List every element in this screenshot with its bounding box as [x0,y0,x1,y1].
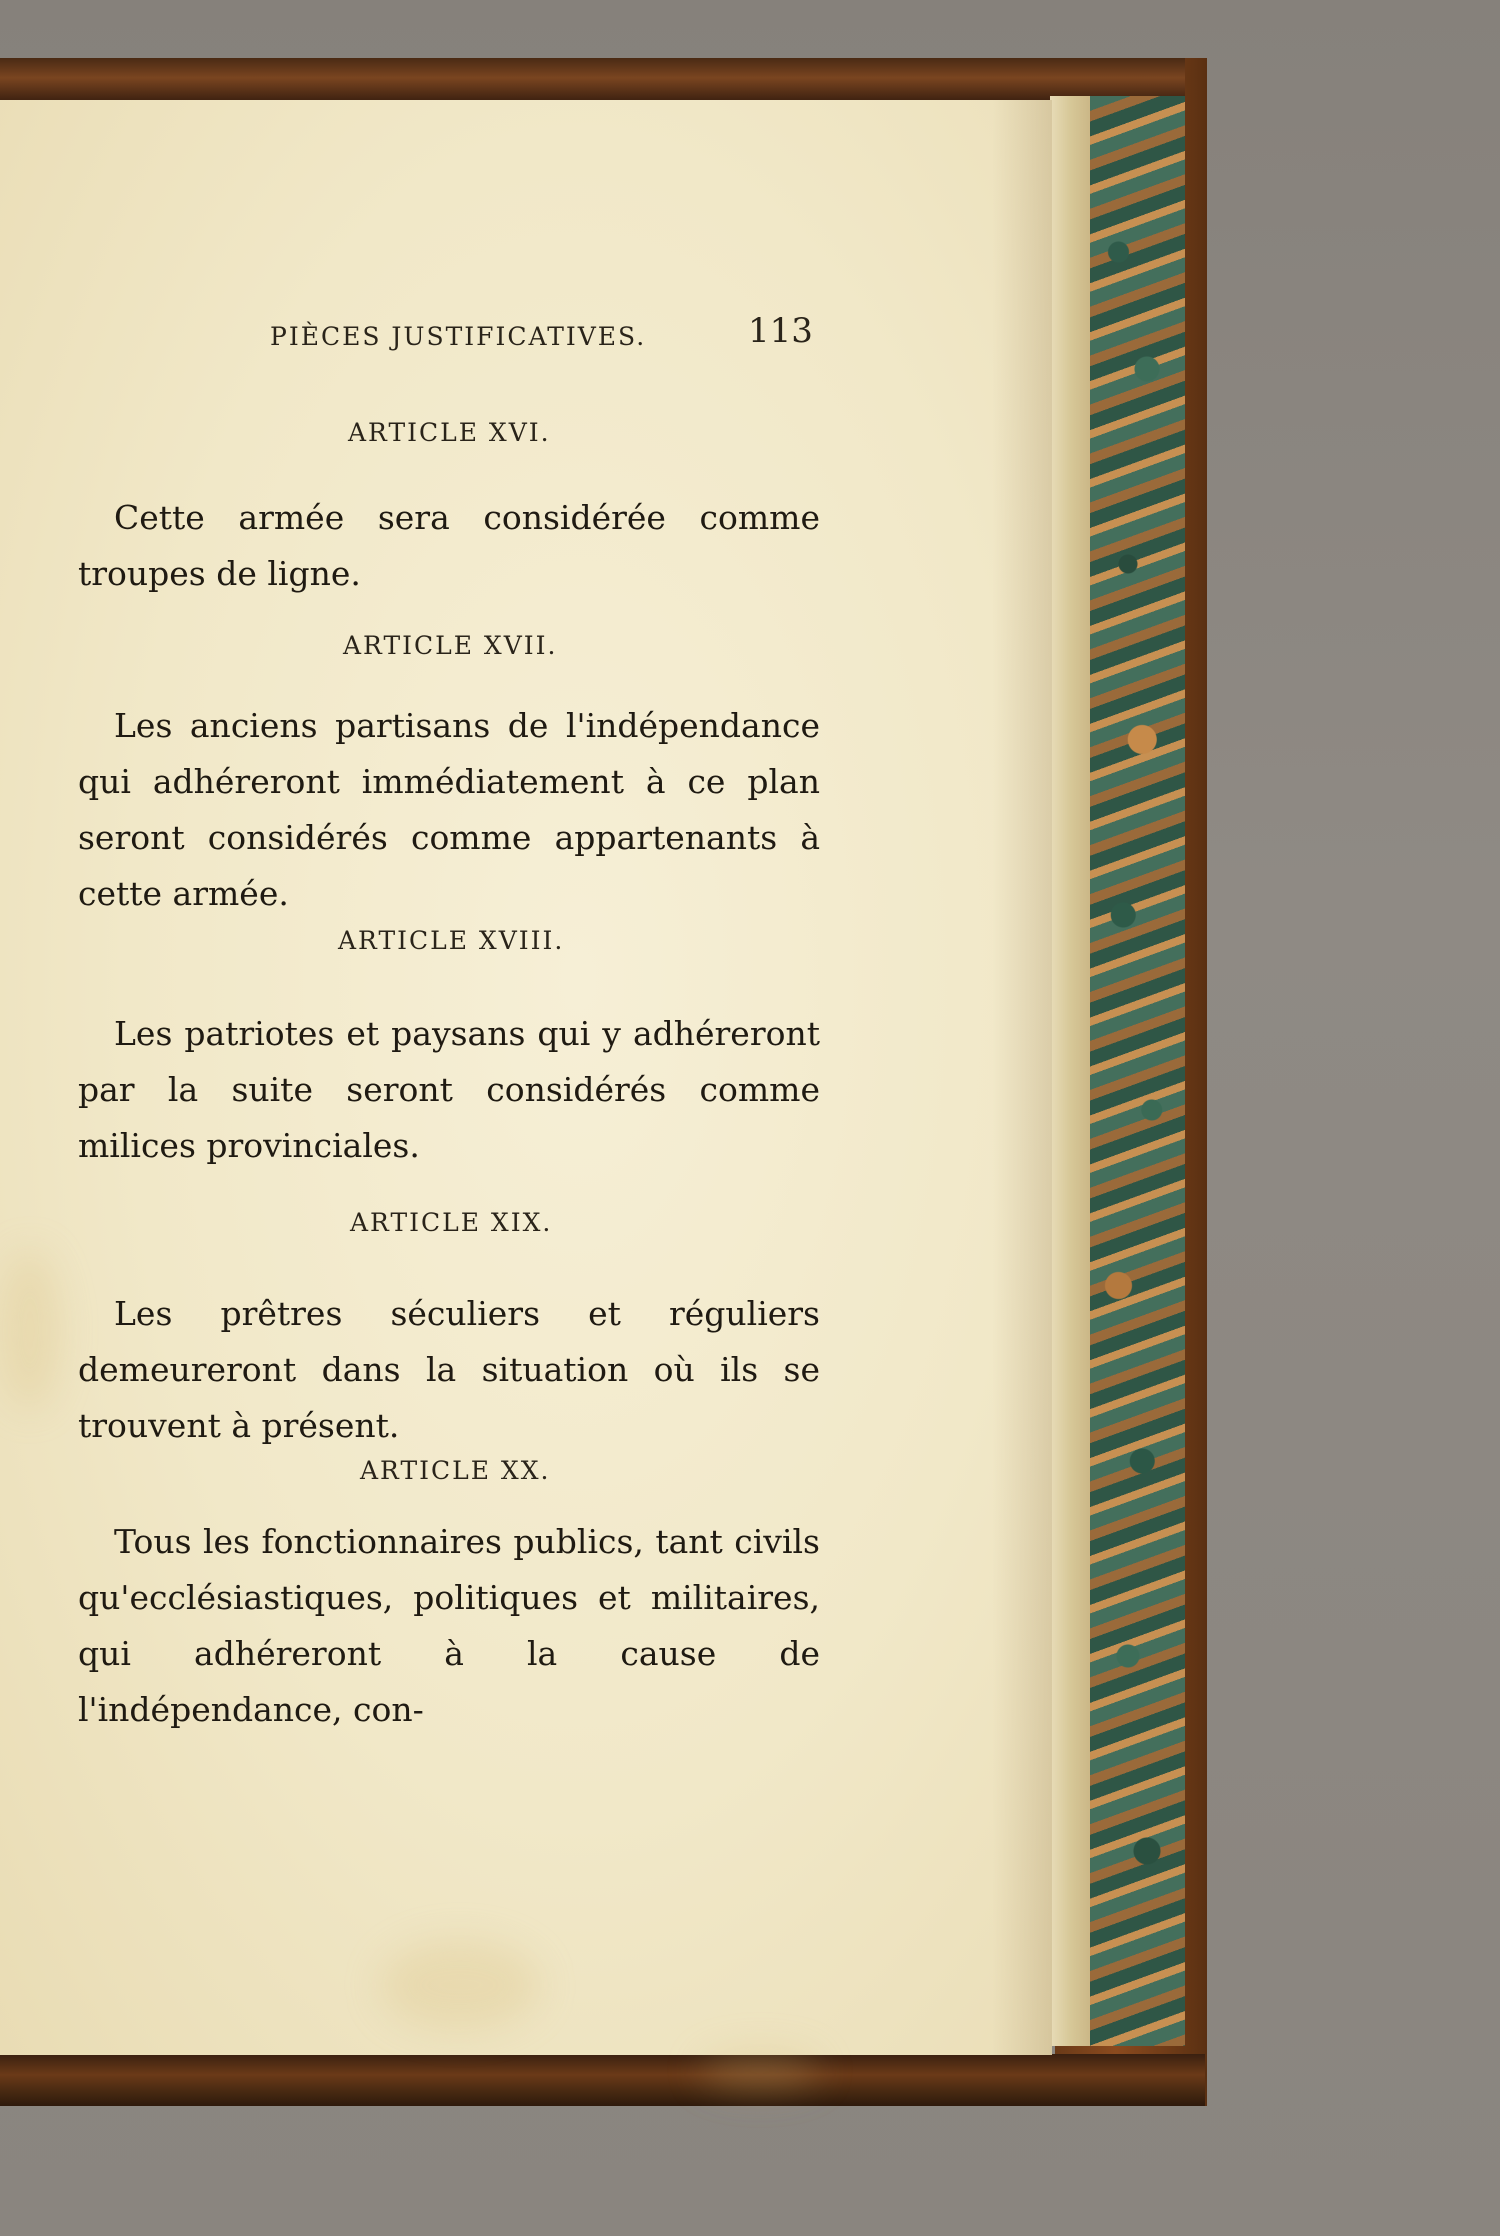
page-stain [700,2050,820,2090]
article-heading: ARTICLE XVII. [343,631,558,660]
book-cover-bottom-edge [0,2054,1205,2106]
article-heading: ARTICLE XX. [360,1456,551,1485]
page-number: 113 [748,311,813,351]
article-heading: ARTICLE XIX. [350,1208,553,1237]
article-heading: ARTICLE XVIII. [338,926,565,955]
article-heading: ARTICLE XVI. [348,418,551,447]
article-text: Les patriotes et paysans qui y adhéreront par la suite seront considérés comme milices provinciales. [78,1014,820,1165]
article-text: Les prêtres séculiers et réguliers demeureront dans la situation où ils se trouvent à présent. [78,1294,820,1445]
book-cover-top-edge [0,58,1185,102]
article-text: Les anciens partisans de l'indépendance qui adhéreront immédiatement à ce plan seront considérés comme appartenants à cette armée. [78,706,820,913]
marbled-endpaper [1090,96,1185,2046]
page-block-edge [1050,96,1090,2046]
article-text: Cette armée sera considérée comme troupes de ligne. [78,498,820,593]
page-stain [0,1250,60,1410]
running-head: PIÈCES JUSTIFICATIVES. [270,322,647,351]
article-text: Tous les fonctionnaires publics, tant civils qu'ecclésiastiques, politiques et militaires, qui adhéreront à la cause de l'indépendance, con- [78,1522,820,1729]
page-stain [380,1940,540,2030]
